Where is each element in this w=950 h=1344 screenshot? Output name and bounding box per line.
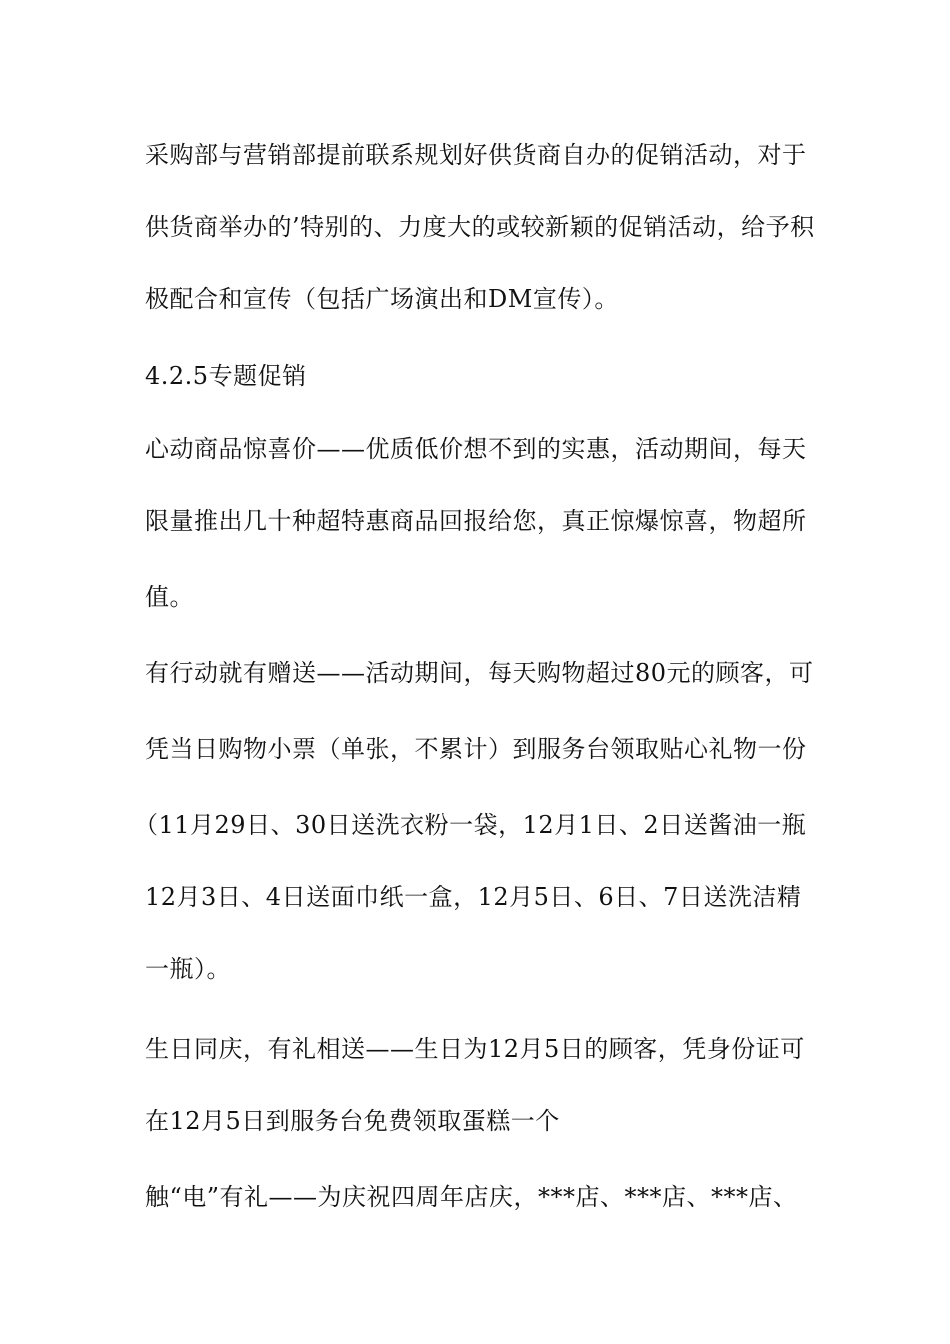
text-line: 触“电”有礼——为庆祝四周年店庆，***店、***店、***店、 bbox=[145, 1183, 798, 1211]
text-line: 在12月5日到服务台免费领取蛋糕一个 bbox=[145, 1107, 560, 1135]
section-heading: 4.2.5专题促销 bbox=[145, 362, 307, 390]
text-line: 生日同庆，有礼相送——生日为12月5日的顾客，凭身份证可 bbox=[145, 1035, 805, 1063]
text-line: 凭当日购物小票（单张，不累计）到服务台领取贴心礼物一份 bbox=[145, 735, 807, 763]
text-line: （11月29日、30日送洗衣粉一袋，12月1日、2日送酱油一瓶 bbox=[134, 811, 807, 839]
text-line: 值。 bbox=[145, 583, 194, 611]
text-line: 采购部与营销部提前联系规划好供货商自办的促销活动，对于 bbox=[145, 141, 807, 169]
text-line: 极配合和宣传（包括广场演出和DM宣传）。 bbox=[145, 285, 619, 313]
text-line: 心动商品惊喜价——优质低价想不到的实惠，活动期间，每天 bbox=[145, 435, 807, 463]
text-line: 限量推出几十种超特惠商品回报给您，真正惊爆惊喜，物超所 bbox=[145, 507, 807, 535]
text-line: 有行动就有赠送——活动期间，每天购物超过80元的顾客，可 bbox=[145, 659, 814, 687]
text-line: 12月3日、4日送面巾纸一盒，12月5日、6日、7日送洗洁精 bbox=[145, 883, 802, 911]
text-line: 一瓶）。 bbox=[145, 955, 231, 983]
text-line: 供货商举办的’特别的、力度大的或较新颖的促销活动，给予积 bbox=[145, 213, 815, 241]
